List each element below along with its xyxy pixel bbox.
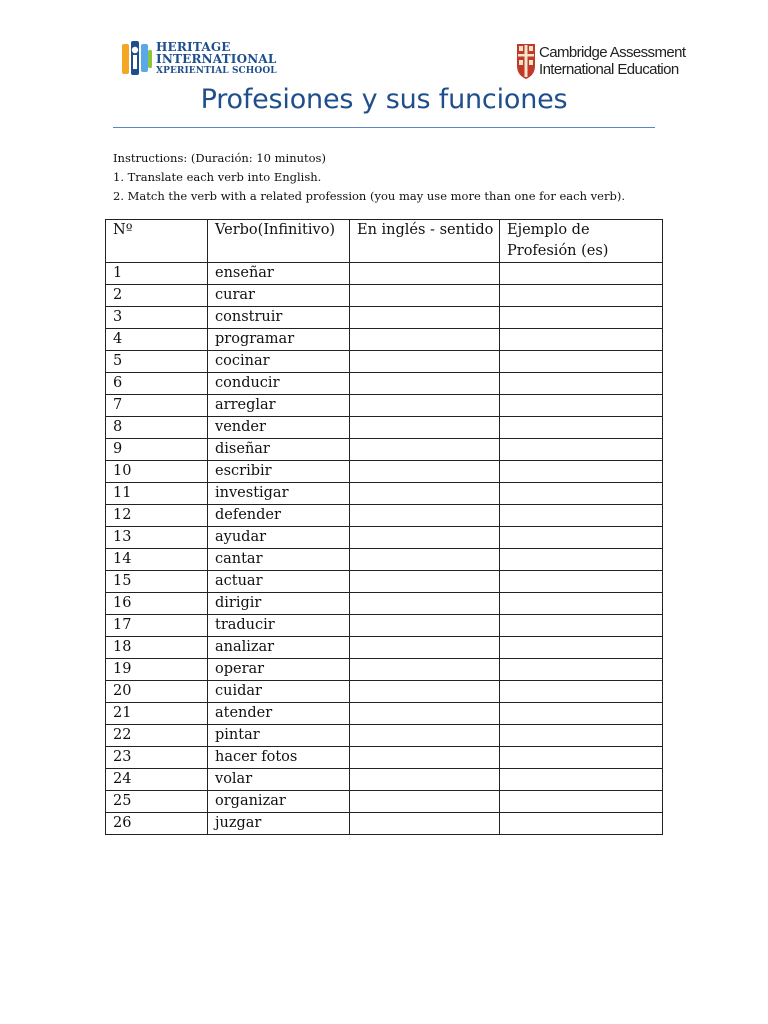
row-english-answer[interactable] [350, 593, 500, 615]
table-row [106, 483, 663, 505]
row-english-answer[interactable] [350, 681, 500, 703]
row-verb: escribir [208, 461, 350, 483]
row-english-answer[interactable] [350, 373, 500, 395]
row-profession-answer[interactable] [500, 549, 663, 571]
table-row [106, 461, 663, 483]
row-verb: cuidar [208, 681, 350, 703]
row-profession-answer[interactable] [500, 637, 663, 659]
row-profession-answer[interactable] [500, 417, 663, 439]
row-english-answer[interactable] [350, 813, 500, 835]
row-profession-answer[interactable] [500, 615, 663, 637]
row-english-answer[interactable] [350, 703, 500, 725]
row-verb: curar [208, 285, 350, 307]
header-english: En inglés - sentido [350, 220, 500, 263]
row-profession-answer[interactable] [500, 791, 663, 813]
row-profession-answer[interactable] [500, 461, 663, 483]
row-english-answer[interactable] [350, 615, 500, 637]
row-profession-answer[interactable] [500, 681, 663, 703]
table-row [106, 417, 663, 439]
table-row [106, 769, 663, 791]
table-body [106, 263, 663, 835]
row-number: 8 [106, 417, 208, 439]
row-english-answer[interactable] [350, 263, 500, 285]
school-emblem-icon [121, 40, 153, 77]
row-verb: hacer fotos [208, 747, 350, 769]
table-row [106, 549, 663, 571]
table-header-row [106, 220, 663, 263]
row-profession-answer[interactable] [500, 351, 663, 373]
row-english-answer[interactable] [350, 285, 500, 307]
row-verb: conducir [208, 373, 350, 395]
row-profession-answer[interactable] [500, 813, 663, 835]
row-number: 16 [106, 593, 208, 615]
row-english-answer[interactable] [350, 351, 500, 373]
table-row [106, 813, 663, 835]
row-profession-answer[interactable] [500, 285, 663, 307]
row-english-answer[interactable] [350, 395, 500, 417]
instructions-line: 1. Translate each verb into English. [113, 170, 322, 184]
row-number: 15 [106, 571, 208, 593]
row-number: 24 [106, 769, 208, 791]
row-verb: defender [208, 505, 350, 527]
row-english-answer[interactable] [350, 659, 500, 681]
row-english-answer[interactable] [350, 527, 500, 549]
table-row [106, 351, 663, 373]
row-verb: organizar [208, 791, 350, 813]
row-english-answer[interactable] [350, 483, 500, 505]
row-verb: construir [208, 307, 350, 329]
row-number: 7 [106, 395, 208, 417]
row-profession-answer[interactable] [500, 395, 663, 417]
row-number: 10 [106, 461, 208, 483]
row-verb: cocinar [208, 351, 350, 373]
row-english-answer[interactable] [350, 505, 500, 527]
school-logo [121, 40, 277, 77]
row-english-answer[interactable] [350, 571, 500, 593]
row-number: 1 [106, 263, 208, 285]
cambridge-logo [516, 42, 685, 80]
table-row [106, 659, 663, 681]
row-verb: operar [208, 659, 350, 681]
row-number: 21 [106, 703, 208, 725]
row-number: 14 [106, 549, 208, 571]
row-number: 6 [106, 373, 208, 395]
row-verb: traducir [208, 615, 350, 637]
row-number: 12 [106, 505, 208, 527]
row-english-answer[interactable] [350, 439, 500, 461]
row-english-answer[interactable] [350, 725, 500, 747]
row-profession-answer[interactable] [500, 505, 663, 527]
row-verb: pintar [208, 725, 350, 747]
row-verb: ayudar [208, 527, 350, 549]
row-number: 11 [106, 483, 208, 505]
row-english-answer[interactable] [350, 307, 500, 329]
instructions-line: Instructions: (Duración: 10 minutos) [113, 151, 326, 165]
table-row [106, 725, 663, 747]
row-number: 25 [106, 791, 208, 813]
row-english-answer[interactable] [350, 769, 500, 791]
cambridge-logo-line-2: International Education [539, 61, 679, 78]
school-logo-line-1: HERITAGE [156, 39, 231, 54]
row-number: 23 [106, 747, 208, 769]
row-profession-answer[interactable] [500, 263, 663, 285]
row-verb: enseñar [208, 263, 350, 285]
row-profession-answer[interactable] [500, 747, 663, 769]
instructions-line: 2. Match the verb with a related profession (you may use more than one for each verb). [113, 189, 625, 203]
instructions [113, 149, 625, 206]
row-profession-answer[interactable] [500, 769, 663, 791]
table-row [106, 593, 663, 615]
row-verb: programar [208, 329, 350, 351]
table-row [106, 637, 663, 659]
table-row [106, 681, 663, 703]
row-verb: vender [208, 417, 350, 439]
table-row [106, 285, 663, 307]
row-number: 3 [106, 307, 208, 329]
row-profession-answer[interactable] [500, 593, 663, 615]
table-row [106, 505, 663, 527]
row-number: 2 [106, 285, 208, 307]
row-english-answer[interactable] [350, 549, 500, 571]
row-profession-answer[interactable] [500, 439, 663, 461]
row-verb: atender [208, 703, 350, 725]
row-verb: dirigir [208, 593, 350, 615]
row-verb: cantar [208, 549, 350, 571]
row-profession-answer[interactable] [500, 329, 663, 351]
row-number: 18 [106, 637, 208, 659]
table-row [106, 263, 663, 285]
table-row [106, 329, 663, 351]
row-number: 5 [106, 351, 208, 373]
school-logo-line-3: XPERIENTIAL SCHOOL [156, 65, 277, 76]
row-profession-answer[interactable] [500, 483, 663, 505]
header-number: Nº [106, 220, 208, 263]
verbs-table [105, 219, 663, 835]
row-profession-answer[interactable] [500, 725, 663, 747]
row-number: 13 [106, 527, 208, 549]
row-number: 22 [106, 725, 208, 747]
row-number: 17 [106, 615, 208, 637]
cambridge-shield-icon [516, 42, 536, 80]
cambridge-logo-line-1: Cambridge Assessment [539, 44, 686, 61]
row-profession-answer[interactable] [500, 307, 663, 329]
table-row [106, 615, 663, 637]
header-verb: Verbo(Infinitivo) [208, 220, 350, 263]
row-verb: juzgar [208, 813, 350, 835]
table-row [106, 791, 663, 813]
table-row [106, 307, 663, 329]
table-row [106, 395, 663, 417]
table-row [106, 747, 663, 769]
row-english-answer[interactable] [350, 461, 500, 483]
row-verb: actuar [208, 571, 350, 593]
table-row [106, 439, 663, 461]
table-row [106, 373, 663, 395]
row-number: 26 [106, 813, 208, 835]
row-verb: diseñar [208, 439, 350, 461]
row-english-answer[interactable] [350, 637, 500, 659]
row-profession-answer[interactable] [500, 373, 663, 395]
table-row [106, 571, 663, 593]
row-verb: volar [208, 769, 350, 791]
row-number: 20 [106, 681, 208, 703]
school-logo-line-2: INTERNATIONAL [156, 51, 277, 66]
table-row [106, 527, 663, 549]
row-profession-answer[interactable] [500, 527, 663, 549]
row-verb: investigar [208, 483, 350, 505]
row-verb: arreglar [208, 395, 350, 417]
row-verb: analizar [208, 637, 350, 659]
row-profession-answer[interactable] [500, 571, 663, 593]
row-number: 19 [106, 659, 208, 681]
row-profession-answer[interactable] [500, 703, 663, 725]
row-number: 4 [106, 329, 208, 351]
row-profession-answer[interactable] [500, 659, 663, 681]
row-english-answer[interactable] [350, 791, 500, 813]
row-english-answer[interactable] [350, 747, 500, 769]
row-number: 9 [106, 439, 208, 461]
table-row [106, 703, 663, 725]
header-profession: Ejemplo de Profesión (es) [500, 220, 663, 263]
row-english-answer[interactable] [350, 329, 500, 351]
title-underline [113, 127, 655, 128]
row-english-answer[interactable] [350, 417, 500, 439]
page-title: Profesiones y sus funciones [200, 84, 568, 115]
